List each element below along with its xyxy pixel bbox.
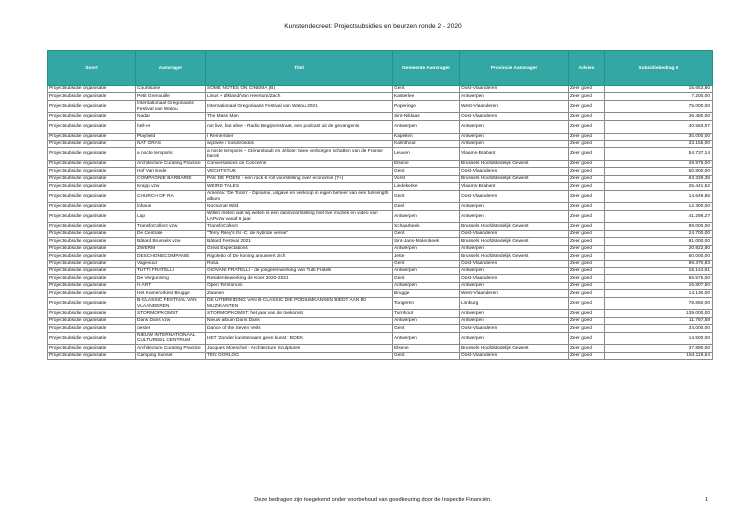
cell-advies: Zeer goed [569, 203, 605, 210]
cell-subsidiebedrag: 28.975,00 [605, 160, 713, 167]
table-row [48, 203, 713, 210]
cell-soort: Projectsubsidie organisatie [48, 183, 136, 190]
cell-aanvrager: TUTTI FRATELLI [136, 267, 206, 274]
cell-soort: Projectsubsidie organisatie [48, 260, 136, 267]
table-row [48, 282, 713, 289]
table-row [48, 352, 713, 359]
cell-titel: Dance of the Seven Veils [206, 325, 393, 332]
cell-soort: Projectsubsidie organisatie [48, 238, 136, 245]
cell-soort: Projectsubsidie organisatie [48, 86, 136, 93]
cell-advies: Zeer goed [569, 175, 605, 182]
table-row [48, 275, 713, 282]
table-row [48, 238, 713, 245]
header-soort: Soort [48, 51, 136, 86]
cell-subsidiebedrag: 24.700,00 [605, 230, 713, 237]
cell-aanvrager: STORMOPKOMST [136, 310, 206, 317]
cell-gemeente: Sint-Jans-Molenbeek [393, 238, 460, 245]
header-titel: Titel [206, 51, 393, 86]
cell-advies: Zeer goed [569, 245, 605, 252]
cell-subsidiebedrag: 60.800,00 [605, 168, 713, 175]
cell-soort: Projectsubsidie organisatie [48, 113, 136, 120]
cell-subsidiebedrag: 25.441,62 [605, 183, 713, 190]
cell-advies: Zeer goed [569, 210, 605, 223]
cell-aanvrager: Internationaal Gregoriaans Festival van Watou [136, 100, 206, 113]
cell-provincie: West-Vlaanderen [460, 100, 569, 113]
cell-subsidiebedrag: 16.807,50 [605, 282, 713, 289]
cell-provincie: Oost-Vlaanderen [460, 113, 569, 120]
table-row [48, 86, 713, 93]
cell-advies: Zeer goed [569, 113, 605, 120]
cell-aanvrager: Architecture Curating Practice [136, 345, 206, 352]
cell-titel: TransfoCollect [206, 223, 393, 230]
cell-titel: WEIRD TALES [206, 183, 393, 190]
cell-gemeente: Antwerpen [393, 120, 460, 133]
table-row [48, 230, 713, 237]
cell-advies: Zeer goed [569, 282, 605, 289]
cell-titel: GIOVANI FRATELLI - de jongerenwerking van Tutti Fratelli [206, 267, 393, 274]
cell-provincie: Antwerpen [460, 317, 569, 324]
cell-advies: Zeer goed [569, 297, 605, 310]
cell-soort: Projectsubsidie organisatie [48, 210, 136, 223]
cell-aanvrager: Bâtard Brussels vzw [136, 238, 206, 245]
cell-subsidiebedrag: 14.649,85 [605, 190, 713, 203]
cell-provincie: Antwerpen [460, 245, 569, 252]
cell-aanvrager: CHURCH OF RA [136, 190, 206, 203]
table-row [48, 317, 713, 324]
cell-titel: Amenra: 'De Toorn' - Opname, uitgave en verkoop in eigen beheer van een full-length album [206, 190, 393, 203]
table-row [48, 245, 713, 252]
cell-titel: PAK DE POEN! - een rock € roll voorstelling over economie (7+) [206, 175, 393, 182]
cell-soort: Projectsubsidie organisatie [48, 160, 136, 167]
table-row [48, 190, 713, 203]
cell-advies: Zeer goed [569, 120, 605, 133]
cell-advies: Zeer goed [569, 345, 605, 352]
table-row [48, 148, 713, 161]
cell-titel: "Terry Riley's IN -C: de hybride versie" [206, 230, 393, 237]
table-row [48, 223, 713, 230]
cell-titel: Zwanen [206, 290, 393, 297]
cell-gemeente: Schaarbeek [393, 223, 460, 230]
cell-titel: Rigoletto of De koning amuseert zich [206, 253, 393, 260]
cell-provincie: Limburg [460, 297, 569, 310]
cell-provincie: Antwerpen [460, 93, 569, 100]
cell-provincie: Oost-Vlaanderen [460, 190, 569, 203]
table-row [48, 332, 713, 345]
cell-titel: Conversations on Concerns [206, 160, 393, 167]
cell-advies: Zeer goed [569, 93, 605, 100]
cell-titel: Jacques Moeschal - Architecture Sculptures [206, 345, 393, 352]
cell-provincie: Antwerpen [460, 282, 569, 289]
cell-titel: HET 'Zonder kunstenaars geen kunst.' BOEK [206, 332, 393, 345]
cell-advies: Zeer goed [569, 148, 605, 161]
cell-gemeente: Gent [393, 86, 460, 93]
cell-soort: Projectsubsidie organisatie [48, 140, 136, 147]
cell-titel: Rosa. [206, 260, 393, 267]
cell-subsidiebedrag: 7.200,00 [605, 93, 713, 100]
table-row [48, 290, 713, 297]
cell-aanvrager: De Centrale [136, 230, 206, 237]
cell-gemeente: Elsene [393, 160, 460, 167]
cell-gemeente: Kalmthout [393, 140, 460, 147]
table-header [48, 51, 713, 86]
cell-soort: Projectsubsidie organisatie [48, 352, 136, 359]
cell-soort: Projectsubsidie organisatie [48, 120, 136, 133]
cell-soort: Projectsubsidie organisatie [48, 282, 136, 289]
cell-aanvrager: Playfield [136, 133, 206, 140]
table-row [48, 253, 713, 260]
cell-aanvrager: Petit Grenouille [136, 93, 206, 100]
cell-gemeente: Poperinge [393, 100, 460, 113]
cell-subsidiebedrag: 20.922,80 [605, 245, 713, 252]
cell-subsidiebedrag: 12.300,00 [605, 203, 713, 210]
cell-titel: Nieuw album Dans Dans [206, 317, 393, 324]
cell-subsidiebedrag: 89.370,83 [605, 260, 713, 267]
cell-provincie: Brussels Hoofdstedelijk Gewest [460, 160, 569, 167]
cell-aanvrager: NAT GRAS [136, 140, 206, 147]
table-row [48, 260, 713, 267]
cell-subsidiebedrag: 154.119,64 [605, 352, 713, 359]
cell-aanvrager: Dans Dans vzw [136, 317, 206, 324]
cell-titel: not live, but alive - Radio Begijnenstraat, een podcast uit de gevangenis [206, 120, 393, 133]
cell-soort: Projectsubsidie organisatie [48, 133, 136, 140]
cell-soort: Projectsubsidie organisatie [48, 290, 136, 297]
cell-subsidiebedrag: 14.500,00 [605, 332, 713, 345]
header-advies: Advies [569, 51, 605, 86]
cell-titel: I Remember [206, 133, 393, 140]
cell-aanvrager: oester [136, 325, 206, 332]
table-row [48, 93, 713, 100]
cell-titel: Residentiewerking de Koer 2020-2021 [206, 275, 393, 282]
cell-aanvrager: Camping Sunset [136, 352, 206, 359]
cell-gemeente: Antwerpen [393, 267, 460, 274]
cell-subsidiebedrag: 98.000,00 [605, 223, 713, 230]
cell-provincie: Oost-Vlaanderen [460, 230, 569, 237]
cell-subsidiebedrag: 33.155,00 [605, 140, 713, 147]
cell-gemeente: Antwerpen [393, 245, 460, 252]
cell-aanvrager: H ART [136, 282, 206, 289]
header-aanvrager: Aanvrager [136, 51, 206, 86]
table-row [48, 345, 713, 352]
cell-advies: Zeer goed [569, 100, 605, 113]
cell-provincie: Brussels Hoofdstedelijk Gewest [460, 238, 569, 245]
cell-provincie: Antwerpen [460, 332, 569, 345]
header-subsidiebedrag: Subsidiebedrag € [605, 51, 713, 86]
cell-titel: VECHTSTUK [206, 168, 393, 175]
cell-gemeente: Antwerpen [393, 332, 460, 345]
cell-advies: Zeer goed [569, 230, 605, 237]
cell-gemeente: Antwerpen [393, 210, 460, 223]
cell-aanvrager: Het Kamerorkest Brugge [136, 290, 206, 297]
table-row [48, 168, 713, 175]
cell-advies: Zeer goed [569, 317, 605, 324]
cell-gemeente: Gent [393, 325, 460, 332]
cell-advies: Zeer goed [569, 140, 605, 147]
cell-gemeente: Antwerpen [393, 317, 460, 324]
cell-gemeente: Gent [393, 230, 460, 237]
cell-advies: Zeer goed [569, 260, 605, 267]
cell-soort: Projectsubsidie organisatie [48, 345, 136, 352]
cell-gemeente: Kapellen [393, 133, 460, 140]
cell-soort: Projectsubsidie organisatie [48, 332, 136, 345]
cell-aanvrager: De Vergunning [136, 275, 206, 282]
table-row [48, 120, 713, 133]
cell-provincie: Antwerpen [460, 133, 569, 140]
cell-titel: TEN OORLOG [206, 352, 393, 359]
cell-titel: STORMOPKOMST: het jaar van de toekomst [206, 310, 393, 317]
cell-subsidiebedrag: 139.000,00 [605, 310, 713, 317]
cell-subsidiebedrag: 30.000,00 [605, 133, 713, 140]
header-gemeente: Gemeente Aanvrager [393, 51, 460, 86]
cell-subsidiebedrag: 11.787,58 [605, 317, 713, 324]
cell-advies: Zeer goed [569, 332, 605, 345]
table-row [48, 267, 713, 274]
cell-aanvrager: Krapp vzw [136, 183, 206, 190]
cell-advies: Zeer goed [569, 183, 605, 190]
cell-aanvrager: Vagevuur [136, 260, 206, 267]
cell-provincie: Oost-Vlaanderen [460, 168, 569, 175]
cell-subsidiebedrag: 37.890,00 [605, 345, 713, 352]
cell-advies: Zeer goed [569, 352, 605, 359]
cell-titel: a nocte temporis – Clérambault en Jéliote: twee verborgen schatten van de Franse barok [206, 148, 393, 161]
cell-soort: Projectsubsidie organisatie [48, 253, 136, 260]
cell-gemeente: Leuven [393, 148, 460, 161]
cell-aanvrager: lohaus [136, 203, 206, 210]
cell-gemeente: Jette [393, 253, 460, 260]
cell-provincie: Brussels Hoofdstedelijk Gewest [460, 253, 569, 260]
cell-provincie: Oost-Vlaanderen [460, 86, 569, 93]
cell-soort: Projectsubsidie organisatie [48, 93, 136, 100]
cell-soort: Projectsubsidie organisatie [48, 245, 136, 252]
cell-aanvrager: TransfoCollect vzw [136, 223, 206, 230]
cell-gemeente: Tongeren [393, 297, 460, 310]
cell-advies: Zeer goed [569, 238, 605, 245]
cell-titel: Linus + Økland/Van Heertum/Zach [206, 93, 393, 100]
cell-subsidiebedrag: 41.298,27 [605, 210, 713, 223]
cell-aanvrager: B-CLASSIC FESTIVAL VAN VLAANDEREN [136, 297, 206, 310]
cell-provincie: Antwerpen [460, 140, 569, 147]
cell-gemeente: Gent [393, 275, 460, 282]
cell-provincie: West-Vlaanderen [460, 290, 569, 297]
cell-advies: Zeer goed [569, 133, 605, 140]
cell-soort: Projectsubsidie organisatie [48, 203, 136, 210]
cell-gemeente: Gent [393, 352, 460, 359]
table-row [48, 325, 713, 332]
cell-provincie: Vlaams-Brabant [460, 148, 569, 161]
cell-advies: Zeer goed [569, 325, 605, 332]
cell-aanvrager: NIEUW INTERNATIONAAL CULTUREEL CENTRUM [136, 332, 206, 345]
cell-provincie: Oost-Vlaanderen [460, 352, 569, 359]
cell-subsidiebedrag: 15.144,61 [605, 267, 713, 274]
table-row [48, 210, 713, 223]
cell-advies: Zeer goed [569, 223, 605, 230]
page-number: 1 [705, 497, 709, 503]
cell-gemeente: Kasterlee [393, 93, 460, 100]
cell-subsidiebedrag: 36.480,00 [605, 113, 713, 120]
cell-soort: Projectsubsidie organisatie [48, 325, 136, 332]
cell-titel: Willen meten wat wij weten is een dansvoorstelling met live muziek en video van LAPvzw vanaf 6 jaar. [206, 210, 393, 223]
cell-gemeente: Gent [393, 190, 460, 203]
cell-subsidiebedrag: 60.000,00 [605, 253, 713, 260]
cell-aanvrager: hell-er [136, 120, 206, 133]
cell-subsidiebedrag: 81.000,00 [605, 238, 713, 245]
grants-table [47, 50, 713, 360]
cell-provincie: Oost-Vlaanderen [460, 325, 569, 332]
table-row [48, 140, 713, 147]
cell-provincie: Oost-Vlaanderen [460, 260, 569, 267]
cell-aanvrager: DESCHONECOMPANIE [136, 253, 206, 260]
cell-aanvrager: a nocte temporis [136, 148, 206, 161]
cell-provincie: Brussels Hoofdstedelijk Gewest [460, 175, 569, 182]
cell-subsidiebedrag: 34.000,00 [605, 325, 713, 332]
cell-soort: Projectsubsidie organisatie [48, 190, 136, 203]
cell-soort: Projectsubsidie organisatie [48, 267, 136, 274]
table-body [48, 86, 713, 360]
cell-titel: Bâtard Festival 2021 [206, 238, 393, 245]
cell-aanvrager: Hof Van Eede [136, 168, 206, 175]
cell-advies: Zeer goed [569, 168, 605, 175]
cell-titel: Great Expectations [206, 245, 393, 252]
cell-aanvrager: Architecture Curating Practice [136, 160, 206, 167]
cell-advies: Zeer goed [569, 290, 605, 297]
cell-gemeente: Sint-Niklaas [393, 113, 460, 120]
cell-provincie: Antwerpen [460, 310, 569, 317]
table-row [48, 310, 713, 317]
cell-titel: SOME NOTES ON CINEMA (B) [206, 86, 393, 93]
table-row [48, 183, 713, 190]
cell-soort: Projectsubsidie organisatie [48, 148, 136, 161]
cell-provincie: Vlaams-Brabant [460, 183, 569, 190]
cell-provincie: Brussels Hoofdstedelijk Gewest [460, 345, 569, 352]
cell-subsidiebedrag: 78.850,00 [605, 297, 713, 310]
header-provincie: Provincie Aanvrager [460, 51, 569, 86]
cell-soort: Projectsubsidie organisatie [48, 168, 136, 175]
cell-soort: Projectsubsidie organisatie [48, 297, 136, 310]
cell-subsidiebedrag: 63.339,35 [605, 175, 713, 182]
cell-advies: Zeer goed [569, 267, 605, 274]
cell-titel: DE UITBREIDING VAN B-CLASSIC DIE PODIUMKANSEN BIEDT AAN 80 MUZIKANTEN [206, 297, 393, 310]
cell-soort: Projectsubsidie organisatie [48, 223, 136, 230]
cell-soort: Projectsubsidie organisatie [48, 275, 136, 282]
cell-gemeente: Antwerpen [393, 282, 460, 289]
cell-soort: Projectsubsidie organisatie [48, 175, 136, 182]
table-row [48, 297, 713, 310]
cell-provincie: Antwerpen [460, 210, 569, 223]
document-title: Kunstendecreet: Projectsubsidies en beurzen ronde 2 - 2020 [284, 23, 462, 30]
cell-aanvrager: Nadar [136, 113, 206, 120]
cell-subsidiebedrag: 14.130,00 [605, 290, 713, 297]
cell-advies: Zeer goed [569, 275, 605, 282]
cell-soort: Projectsubsidie organisatie [48, 100, 136, 113]
cell-advies: Zeer goed [569, 190, 605, 203]
table-row [48, 175, 713, 182]
cell-subsidiebedrag: 75.000,00 [605, 100, 713, 113]
cell-aanvrager: Lap [136, 210, 206, 223]
cell-titel: Internationaal Gregoriaans Festival van Watou 2021 [206, 100, 393, 113]
cell-gemeente: Liedekerke [393, 183, 460, 190]
cell-provincie: Brussels Hoofdstedelijk Gewest [460, 223, 569, 230]
cell-soort: Projectsubsidie organisatie [48, 230, 136, 237]
cell-advies: Zeer goed [569, 310, 605, 317]
cell-titel: Nocturnal Wild [206, 203, 393, 210]
cell-subsidiebedrag: 55.575,00 [605, 275, 713, 282]
table-row [48, 100, 713, 113]
cell-subsidiebedrag: 16.653,80 [605, 86, 713, 93]
cell-provincie: Oost-Vlaanderen [460, 275, 569, 282]
cell-provincie: Antwerpen [460, 120, 569, 133]
cell-gemeente: Gent [393, 260, 460, 267]
cell-titel: The Mass Man [206, 113, 393, 120]
cell-subsidiebedrag: 54.737,14 [605, 148, 713, 161]
cell-gemeente: Geel [393, 203, 460, 210]
cell-aanvrager: COMPAGNIE BARBARIE [136, 175, 206, 182]
cell-soort: Projectsubsidie organisatie [48, 310, 136, 317]
cell-advies: Zeer goed [569, 86, 605, 93]
table-row [48, 133, 713, 140]
cell-gemeente: Turnhout [393, 310, 460, 317]
cell-aanvrager: ZWERM [136, 245, 206, 252]
cell-advies: Zeer goed [569, 253, 605, 260]
cell-gemeente: Gent [393, 168, 460, 175]
cell-provincie: Antwerpen [460, 267, 569, 274]
cell-aanvrager: Courtisane [136, 86, 206, 93]
cell-subsidiebedrag: 40.583,07 [605, 120, 713, 133]
cell-advies: Zeer goed [569, 160, 605, 167]
cell-provincie: Antwerpen [460, 203, 569, 210]
table-row [48, 160, 713, 167]
table-row [48, 113, 713, 120]
header-row [48, 51, 713, 86]
cell-gemeente: Brugge [393, 290, 460, 297]
document-footer: Deze bedragen zijn toegekend onder voorbehoud van goedkeuring door de Inspectie Financiën. [254, 497, 492, 503]
cell-soort: Projectsubsidie organisatie [48, 317, 136, 324]
cell-gemeente: Vorst [393, 175, 460, 182]
cell-gemeente: Elsene [393, 345, 460, 352]
cell-titel: Open Territorium [206, 282, 393, 289]
cell-titel: wijzwee / nosotrosdos [206, 140, 393, 147]
